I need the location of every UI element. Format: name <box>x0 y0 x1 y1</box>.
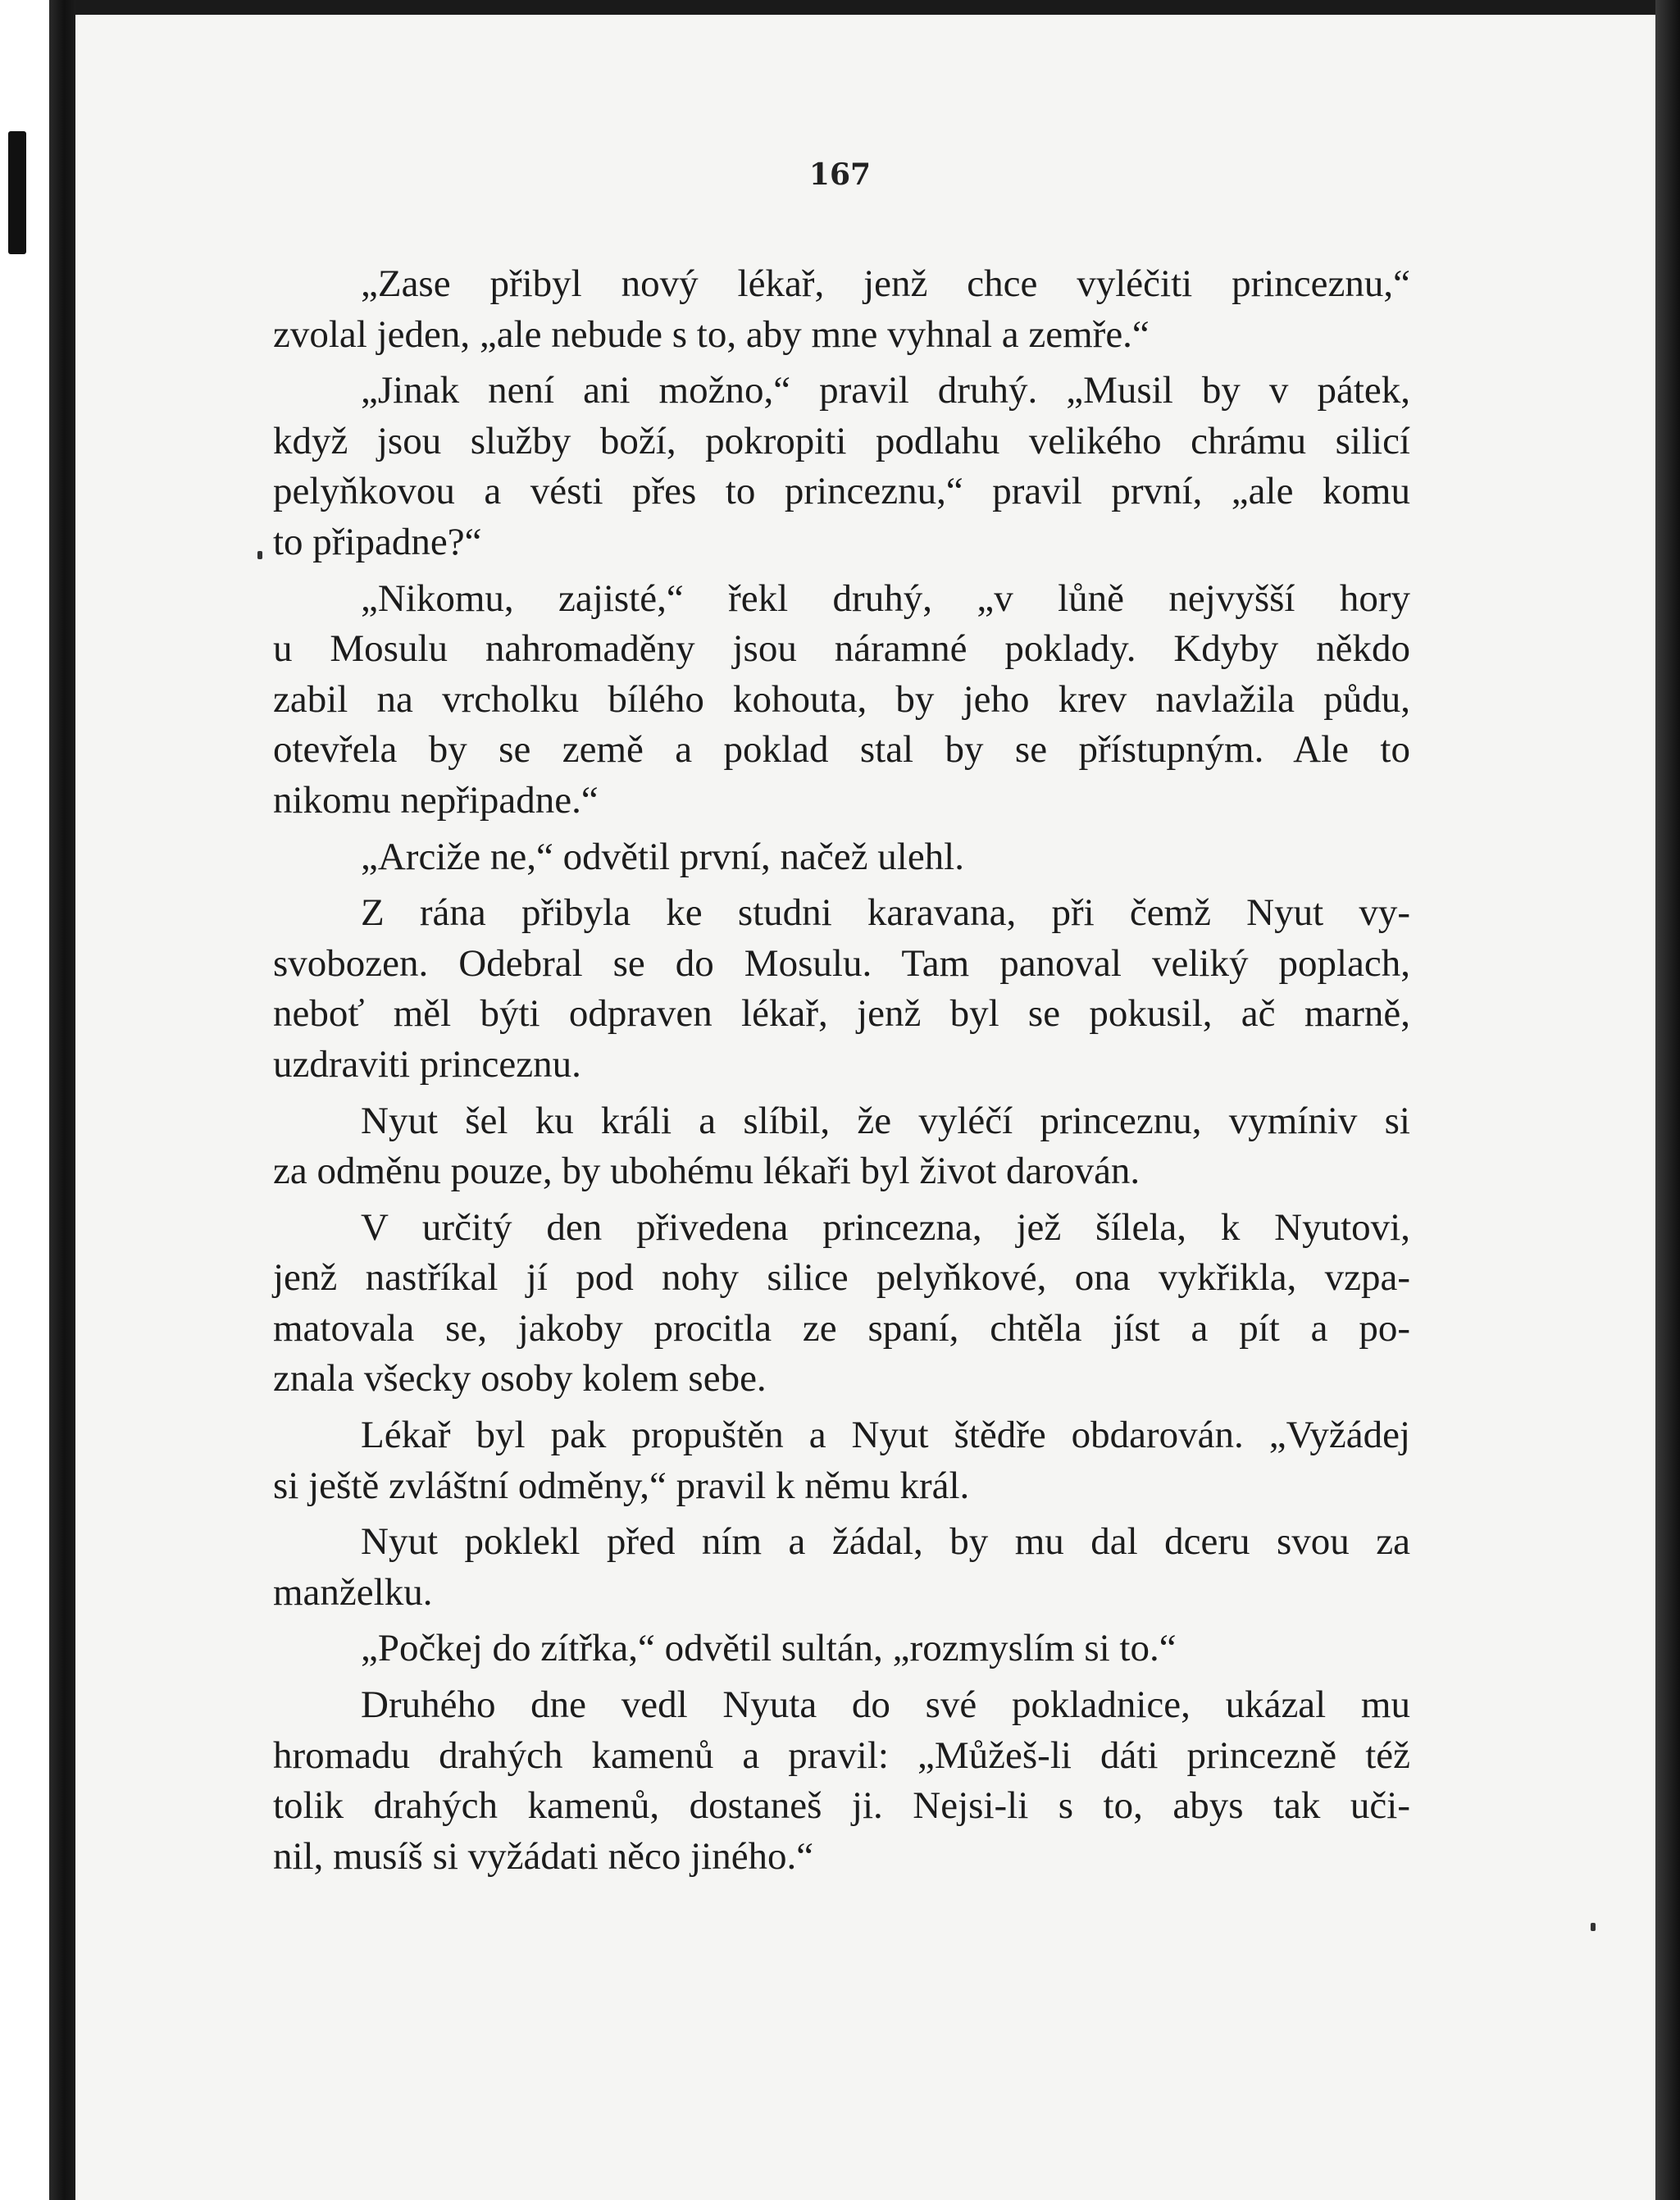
scan-binding-edge <box>0 0 75 2200</box>
paragraph-gap <box>273 882 1410 888</box>
text-line: to připadne?“ <box>273 520 482 563</box>
text-line: tolik drahých kamenů, dostaneš ji. Nejsi-li s to, abys tak uči- <box>273 1784 1410 1828</box>
paragraph <box>273 1203 1410 1405</box>
paragraph <box>273 1624 1410 1674</box>
text-line: „Počkej do zítřka,“ odvětil sultán, „rozmyslím si to.“ <box>361 1627 1177 1670</box>
paragraph-gap <box>273 1511 1410 1517</box>
paragraph-gap <box>273 827 1410 832</box>
paragraph <box>273 1517 1410 1618</box>
text-line: Nyut poklekl před ním a žádal, by mu dal dceru svou za <box>361 1520 1410 1564</box>
text-line: uzdraviti princeznu. <box>273 1042 581 1086</box>
text-line: za odměnu pouze, by ubohému lékaři byl život darován. <box>273 1150 1140 1193</box>
text-line: manželku. <box>273 1570 433 1614</box>
paragraph <box>273 1410 1410 1511</box>
text-line: „Arciže ne,“ odvětil první, načež ulehl. <box>361 835 964 878</box>
text-line: u Mosulu nahromaděny jsou náramné poklady. Kdyby někdo <box>273 627 1410 671</box>
paragraph <box>273 366 1410 567</box>
text-line: znala všecky osoby kolem sebe. <box>273 1357 767 1401</box>
paragraph <box>273 574 1410 827</box>
paragraph-gap <box>273 1091 1410 1096</box>
ink-speck <box>257 551 262 559</box>
paragraph <box>273 1096 1410 1197</box>
text-line: matovala se, jakoby procitla ze spaní, chtěla jíst a pít a po- <box>273 1306 1410 1350</box>
ink-speck <box>1591 1923 1596 1931</box>
paragraph <box>273 1680 1410 1882</box>
text-line: když jsou služby boží, pokropiti podlahu velikého chrámu silicí <box>273 419 1410 462</box>
paragraph-gap <box>273 360 1410 366</box>
text-line: zabil na vrcholku bílého kohouta, by jeho krev navlažila půdu, <box>273 677 1410 721</box>
text-line: Nyut šel ku králi a slíbil, že vyléčí princeznu, vymíniv si <box>361 1099 1410 1142</box>
text-line: nikomu nepřipadne.“ <box>273 778 599 822</box>
page-number: 167 <box>808 157 872 192</box>
scan-top-border <box>0 0 1680 15</box>
text-line: svobozen. Odebral se do Mosulu. Tam panoval veliký poplach, <box>273 941 1410 985</box>
scan-right-border <box>1655 0 1680 2200</box>
paragraph-gap <box>273 1674 1410 1680</box>
paragraph-gap <box>273 1197 1410 1203</box>
paragraph-gap <box>273 1405 1410 1410</box>
text-line: zvolal jeden, „ale nebude s to, aby mne vyhnal a zemře.“ <box>273 312 1150 356</box>
body-text <box>273 259 1410 1882</box>
paragraph <box>273 259 1410 360</box>
paragraph <box>273 832 1410 883</box>
text-line: Z rána přibyla ke studni karavana, při čemž Nyut vy- <box>361 891 1410 935</box>
text-line: nil, musíš si vyžádati něco jiného.“ <box>273 1834 814 1878</box>
text-line: V určitý den přivedena princezna, jež šílela, k Nyutovi, <box>361 1205 1410 1249</box>
paragraph-gap <box>273 1618 1410 1624</box>
text-line: Druhého dne vedl Nyuta do své pokladnice, ukázal mu <box>361 1683 1410 1727</box>
text-line: jenž nastříkal jí pod nohy silice pelyňkové, ona vykřikla, vzpa- <box>273 1256 1410 1300</box>
binding-mark <box>8 131 26 254</box>
text-line: Lékař byl pak propuštěn a Nyut štědře obdarován. „Vyžádej <box>361 1414 1410 1457</box>
text-line: „Zase přibyl nový lékař, jenž chce vyléčiti princeznu,“ <box>361 262 1410 305</box>
paragraph-gap <box>273 568 1410 574</box>
paragraph <box>273 888 1410 1090</box>
text-line: pelyňkovou a vésti přes to princeznu,“ pravil první, „ale komu <box>273 470 1410 513</box>
text-line: „Jinak není ani možno,“ pravil druhý. „Musil by v pátek, <box>361 369 1410 412</box>
text-line: otevřela by se země a poklad stal by se přístupným. Ale to <box>273 728 1410 772</box>
text-line: „Nikomu, zajisté,“ řekl druhý, „v lůně nejvyšší hory <box>361 576 1410 620</box>
text-line: hromadu drahých kamenů a pravil: „Můžeš-li dáti princezně též <box>273 1733 1410 1777</box>
text-line: si ještě zvláštní odměny,“ pravil k němu král. <box>273 1464 970 1507</box>
text-line: neboť měl býti odpraven lékař, jenž byl se pokusil, ač marně, <box>273 992 1410 1036</box>
